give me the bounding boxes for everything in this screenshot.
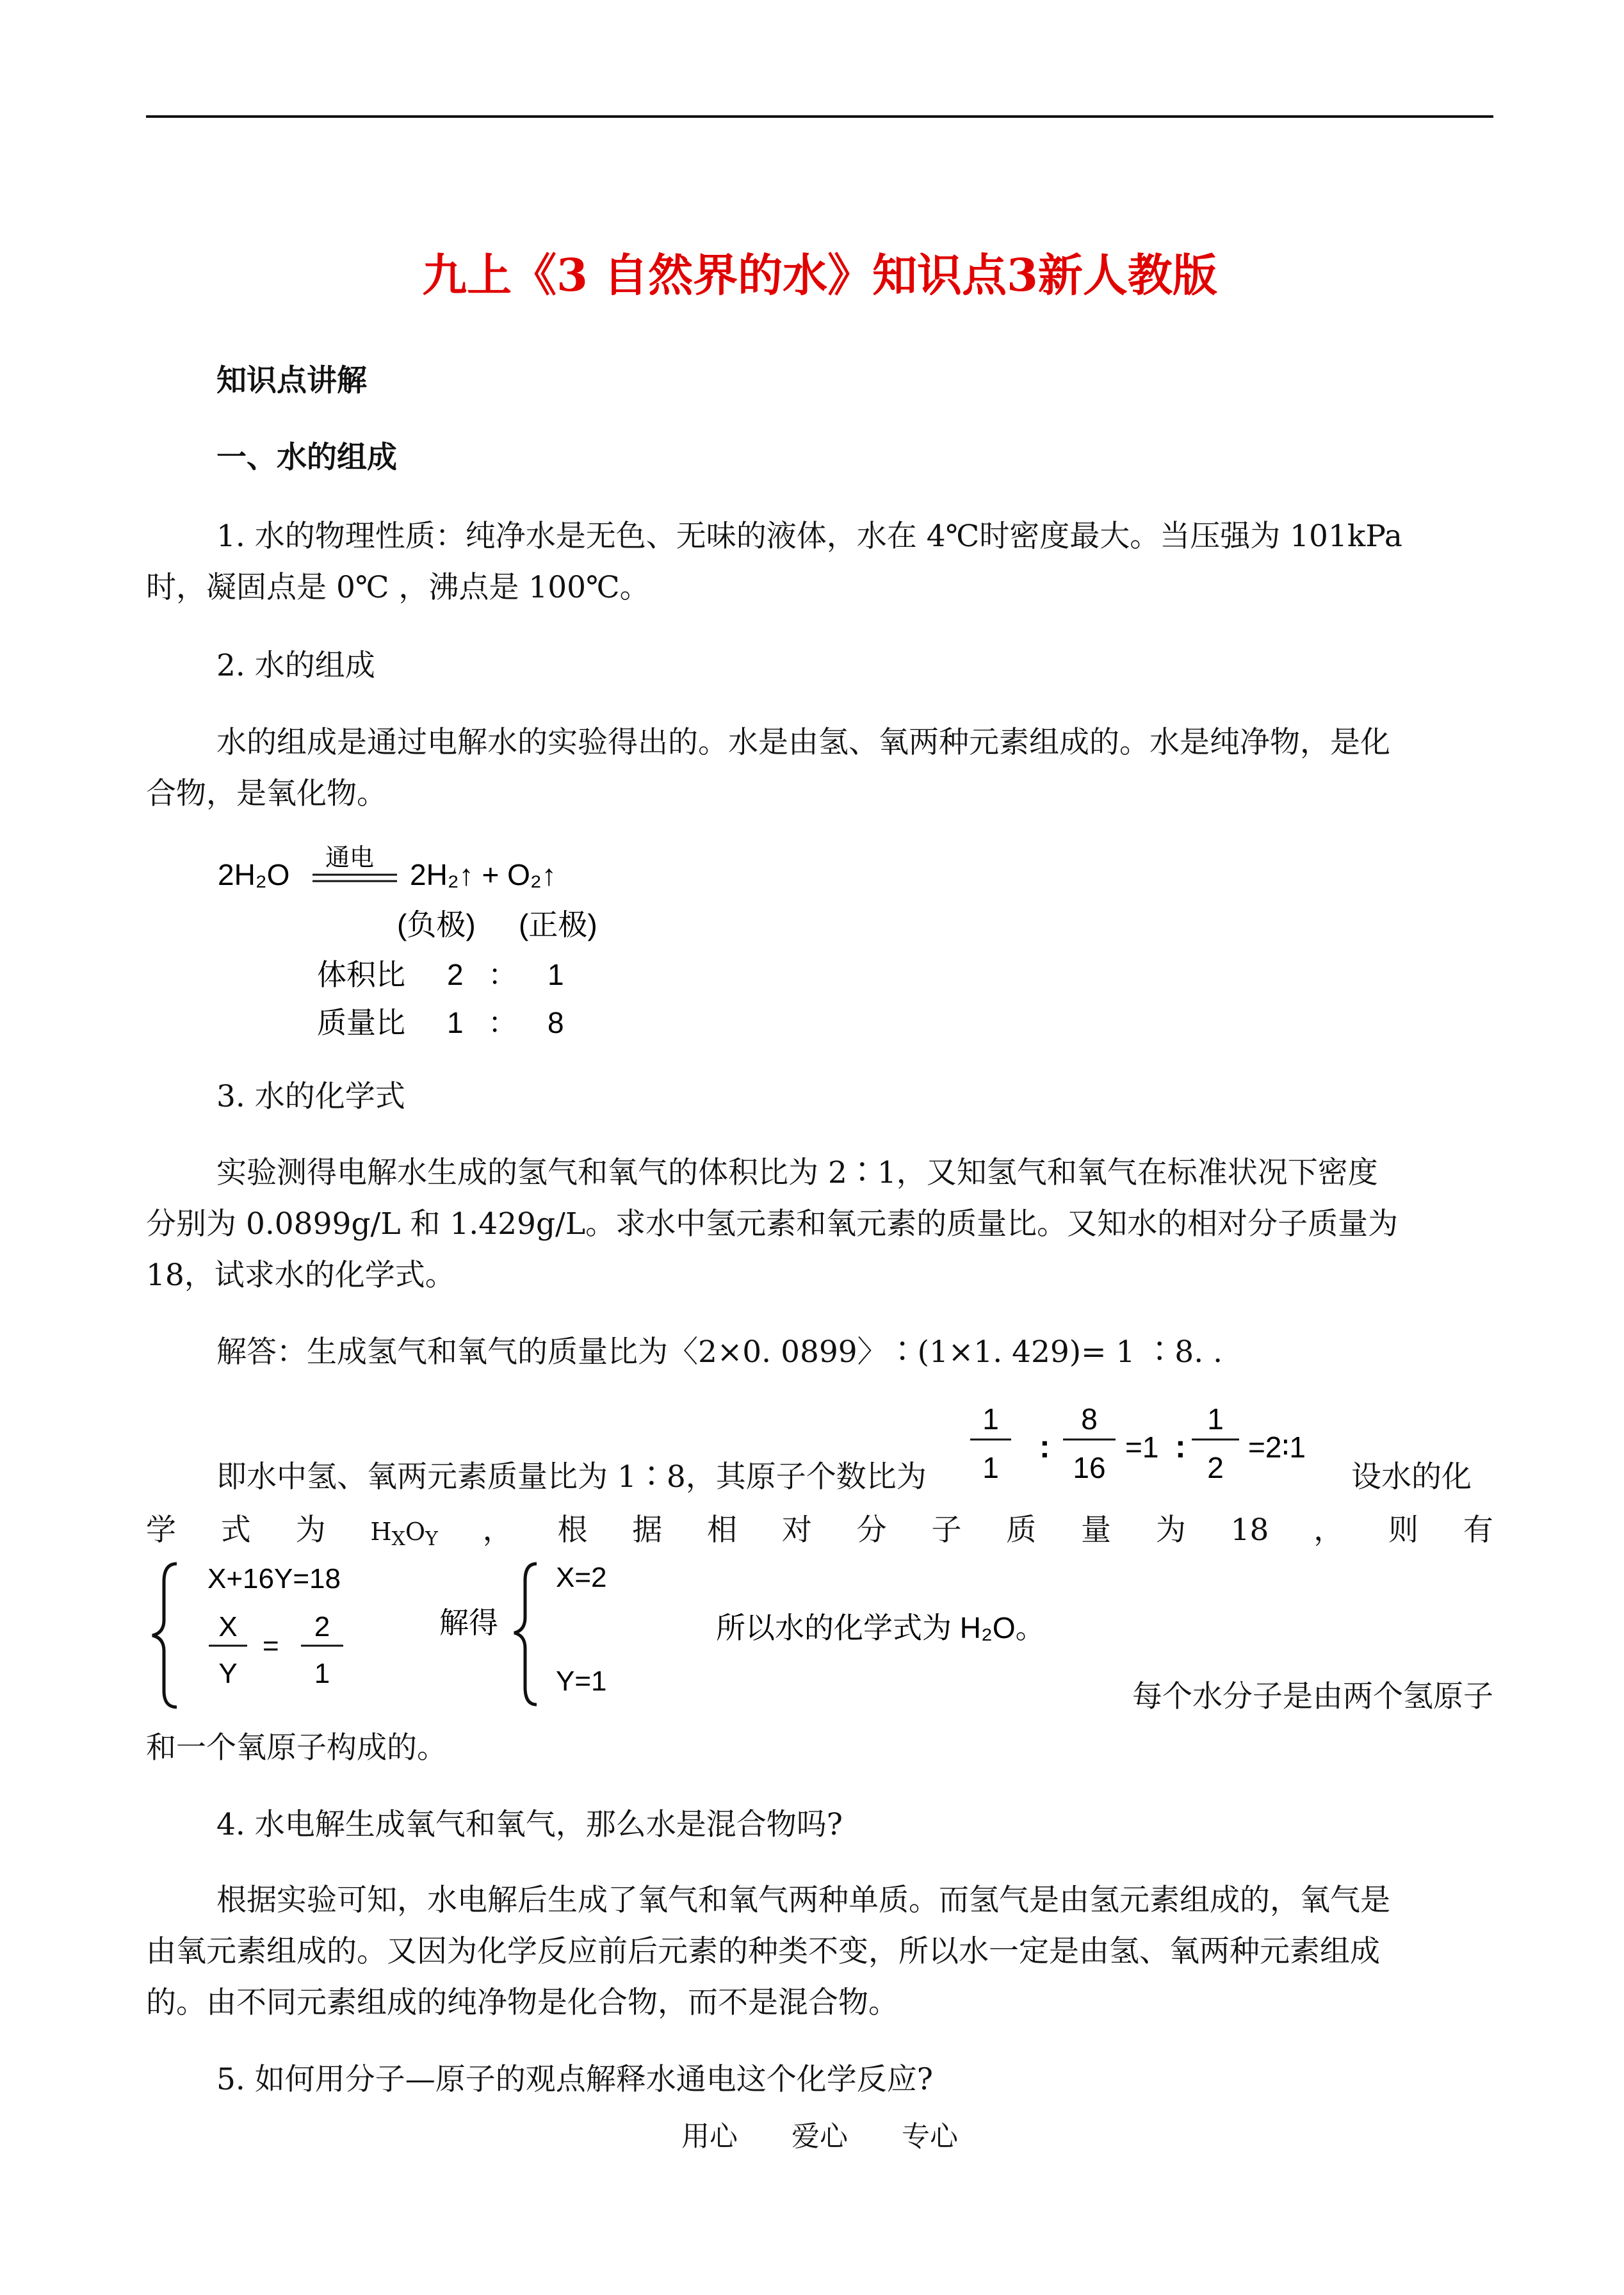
word: 18 — [1230, 1512, 1269, 1548]
item-heading: 3. 水的化学式 — [216, 1079, 405, 1114]
mass-ratio-b: 8 — [548, 1006, 564, 1039]
footer-text: 用心 — [681, 2120, 738, 2153]
word: 量 — [1081, 1512, 1112, 1548]
word: 则 — [1388, 1512, 1419, 1548]
word: 分 — [856, 1512, 887, 1548]
left-brace — [152, 1564, 177, 1707]
fraction-denominator: 2 — [1207, 1451, 1224, 1484]
volume-ratio-sep: ： — [488, 958, 517, 991]
equals-sign: = — [263, 1630, 279, 1662]
mass-ratio-sep: ： — [488, 1006, 517, 1039]
header-rule — [146, 115, 1493, 118]
equation-reactant: 2H₂O — [218, 858, 290, 891]
system-conclusion: 所以水的化学式为 H₂O。 — [716, 1611, 1045, 1644]
volume-ratio-label: 体积比 — [317, 958, 405, 991]
fraction-denominator: 1 — [982, 1451, 999, 1484]
word: 据 — [632, 1512, 663, 1548]
paragraph-line: 的。由不同元素组成的纯净物是化合物，而不是混合物。 — [146, 1985, 898, 2020]
word: 为 — [1155, 1512, 1186, 1548]
paragraph-line: 分别为 0.0899g/L 和 1.429g/L。求水中氢元素和氧元素的质量比。又知水的相对分子质量为 — [146, 1206, 1399, 1242]
paragraph-line: 由氧元素组成的。又因为化学反应前后元素的种类不变，所以水一定是由氢、氧两种元素组成 — [146, 1934, 1380, 1969]
ratio-tail: 设水的化 — [1351, 1459, 1472, 1495]
right-brace — [514, 1564, 537, 1705]
fraction-numerator: 1 — [982, 1402, 999, 1436]
ratio-colon: : — [1175, 1429, 1186, 1464]
ratio-text: 即水中氢、氧两元素质量比为 1∶8，其原子个数比为 — [216, 1459, 927, 1495]
item-heading: 4. 水电解生成氧气和氧气，那么水是混合物吗? — [216, 1807, 843, 1842]
word: 式 — [220, 1512, 251, 1548]
fraction-denominator: Y — [218, 1658, 238, 1689]
equation-system-figure — [146, 1556, 1107, 1716]
word: 相 — [707, 1512, 738, 1548]
paragraph-line: 合物，是氧化物。 — [146, 776, 387, 811]
fraction-denominator: 1 — [314, 1658, 330, 1689]
fraction-numerator: 1 — [1207, 1402, 1224, 1436]
equation-products: 2H₂↑ + O₂↑ — [410, 858, 556, 891]
word: 学 — [146, 1512, 176, 1548]
section-label: 知识点讲解 — [216, 363, 367, 398]
volume-ratio-a: 2 — [447, 958, 464, 991]
footer-text: 爱心 — [792, 2120, 848, 2153]
ratio-equals-one: =1 — [1125, 1431, 1159, 1464]
word: ， — [482, 1512, 513, 1548]
paragraph-line: 1. 水的物理性质：纯净水是无色、无味的液体，水在 4℃时密度最大。当压强为 101kPa — [216, 519, 1402, 554]
paragraph-line: 时，凝固点是 0℃ ，沸点是 100℃。 — [146, 570, 650, 605]
footer-text: 专心 — [902, 2120, 958, 2153]
paragraph-line: 每个水分子是由两个氢原子 — [1132, 1679, 1493, 1714]
ratio-colon: : — [1039, 1429, 1050, 1464]
electrode-negative: (负极) — [397, 908, 476, 941]
paragraph-line: 实验测得电解水生成的氢气和氧气的体积比为 2∶1，又知氢气和氧气在标准状况下密度 — [216, 1155, 1378, 1190]
item-heading: 2. 水的组成 — [216, 648, 375, 683]
chemical-formula-hxoy: $H_XO_Y$ — [370, 1518, 438, 1550]
heading-composition: 一、水的组成 — [216, 440, 397, 475]
equation-condition: 通电 — [325, 845, 375, 872]
word: 有 — [1463, 1512, 1493, 1548]
volume-ratio-b: 1 — [548, 958, 564, 991]
mass-ratio-label: 质量比 — [317, 1006, 405, 1039]
paragraph-line: 水的组成是通过电解水的实验得出的。水是由氢、氧两种元素组成的。水是纯净物，是化 — [216, 725, 1390, 760]
system-equation-1: X+16Y=18 — [207, 1563, 341, 1594]
paragraph-line: 18，试求水的化学式。 — [146, 1258, 455, 1293]
word: 为 — [295, 1512, 326, 1548]
answer-line: 解答：生成氢气和氧气的质量比为〈2×0. 0899〉∶(1×1. 429)= 1 ∶8. . — [216, 1334, 1223, 1370]
item-heading: 5. 如何用分子—原子的观点解释水通电这个化学反应? — [216, 2062, 933, 2097]
paragraph-line: 根据实验可知，水电解后生成了氧气和氧气两种单质。而氢气是由氢元素组成的，氧气是 — [216, 1883, 1390, 1918]
mass-ratio-a: 1 — [447, 1006, 464, 1039]
word: 子 — [931, 1512, 962, 1548]
electrode-positive: (正极) — [519, 908, 597, 941]
word: 根 — [557, 1512, 588, 1548]
paragraph-line: 和一个氧原子构成的。 — [146, 1730, 447, 1765]
fraction-numerator: X — [218, 1611, 238, 1642]
word: 对 — [781, 1512, 812, 1548]
page-footer — [146, 2113, 1493, 2154]
word: 质 — [1006, 1512, 1037, 1548]
page-title: 九上《3 自然界的水》知识点3新人教版 — [422, 248, 1217, 302]
word: ， — [1313, 1512, 1344, 1548]
fraction-numerator: 8 — [1081, 1402, 1098, 1436]
atom-ratio-formula — [964, 1396, 1361, 1492]
ratio-result: =2∶1 — [1248, 1431, 1306, 1464]
solution-y: Y=1 — [556, 1666, 607, 1697]
electrolysis-equation-figure — [211, 845, 660, 1050]
fraction-numerator: 2 — [314, 1611, 330, 1642]
solve-label: 解得 — [439, 1606, 498, 1639]
solution-x: X=2 — [556, 1562, 607, 1593]
fraction-denominator: 16 — [1073, 1451, 1106, 1484]
